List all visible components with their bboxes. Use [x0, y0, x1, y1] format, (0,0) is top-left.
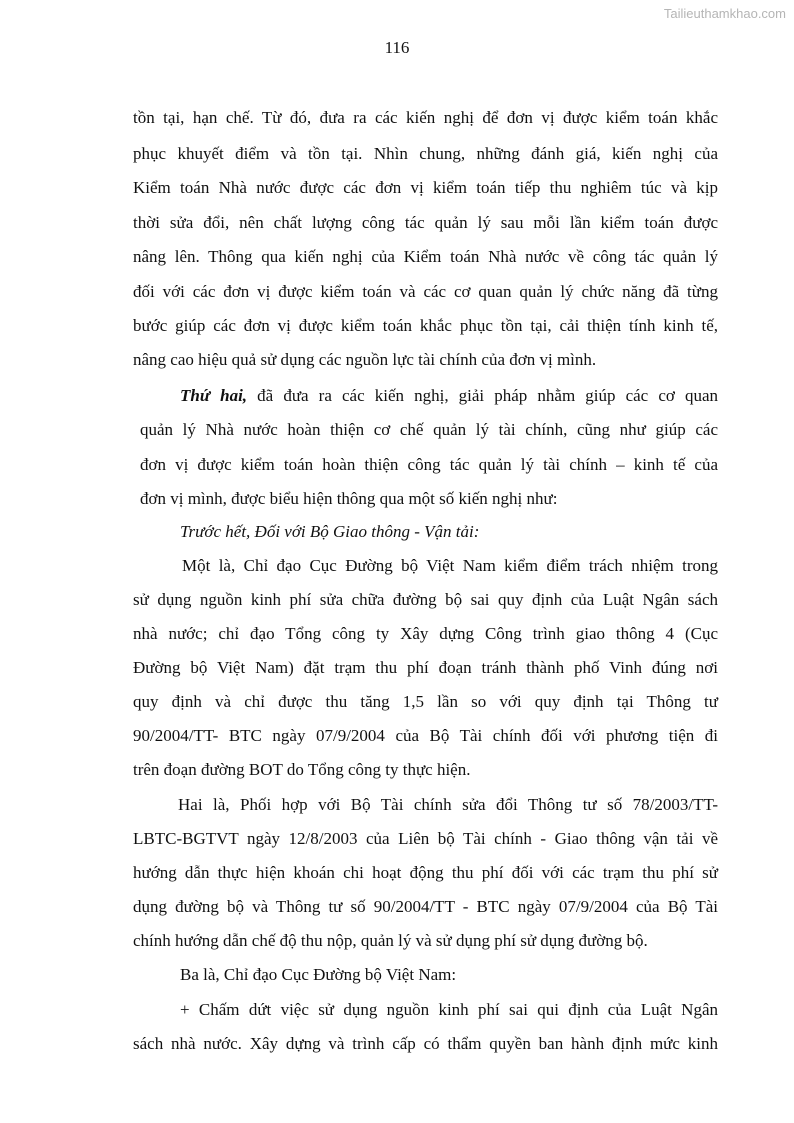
text-line: sách nhà nước. Xây dựng và trình cấp có thẩm quyền ban hành định mức kinh: [133, 1034, 718, 1053]
text-line: Hai là, Phối hợp với Bộ Tài chính sửa đổi Thông tư số 78/2003/TT-: [178, 795, 718, 814]
text-line: Kiểm toán Nhà nước được các đơn vị kiểm toán tiếp thu nghiêm túc và kịp: [133, 178, 718, 197]
text-line: tồn tại, hạn chế. Từ đó, đưa ra các kiến nghị để đơn vị được kiểm toán khắc: [133, 108, 718, 127]
thu-hai-text: đã đưa ra các kiến nghị, giải pháp nhằm giúp các cơ quan: [257, 386, 719, 405]
section-heading: Trước hết, Đối với Bộ Giao thông - Vận tải:: [180, 522, 480, 541]
text-line: Ba là, Chỉ đạo Cục Đường bộ Việt Nam:: [180, 965, 457, 984]
thu-hai-label: Thứ hai,: [180, 386, 248, 405]
text-line: thời sửa đổi, nên chất lượng công tác quản lý sau mỗi lần kiểm toán được: [133, 213, 718, 232]
page-number: 116: [384, 38, 410, 57]
text-line: phục khuyết điểm và tồn tại. Nhìn chung, những đánh giá, kiến nghị của: [133, 144, 718, 163]
text-line: Một là, Chỉ đạo Cục Đường bộ Việt Nam kiểm điểm trách nhiệm trong: [182, 556, 718, 575]
text-line: chính hướng dẫn chế độ thu nộp, quản lý và sử dụng phí sử dụng đường bộ.: [133, 931, 648, 950]
text-line: quy định và chỉ được thu tăng 1,5 lần so với quy định tại Thông tư: [133, 692, 718, 711]
text-line: nâng lên. Thông qua kiến nghị của Kiểm toán Nhà nước về công tác quản lý: [133, 247, 718, 266]
watermark: Tailieuthamkhao.com: [663, 6, 786, 21]
text-line: LBTC-BGTVT ngày 12/8/2003 của Liên bộ Tài chính - Giao thông vận tải về: [133, 829, 718, 848]
text-line: Đường bộ Việt Nam) đặt trạm thu phí đoạn tránh thành phố Vinh đúng nơi: [133, 658, 718, 677]
text-line: dụng đường bộ và Thông tư số 90/2004/TT - BTC ngày 07/9/2004 của Bộ Tài: [133, 897, 718, 916]
text-line: nâng cao hiệu quả sử dụng các nguồn lực tài chính của đơn vị mình.: [133, 350, 597, 369]
text-line: 90/2004/TT- BTC ngày 07/9/2004 của Bộ Tài chính đối với phương tiện đi: [133, 726, 718, 745]
text-line: nhà nước; chỉ đạo Tổng công ty Xây dựng Công trình giao thông 4 (Cục: [133, 624, 718, 643]
text-line: bước giúp các đơn vị được kiểm toán khắc phục tồn tại, cải thiện tính kinh tế,: [133, 316, 718, 335]
text-line: sử dụng nguồn kinh phí sửa chữa đường bộ sai quy định của Luật Ngân sách: [133, 590, 718, 609]
text-line: quản lý Nhà nước hoàn thiện cơ chế quản lý tài chính, cũng như giúp các: [140, 420, 718, 439]
text-line: hướng dẫn thực hiện khoán chi hoạt động thu phí đối với các trạm thu phí sử: [133, 863, 718, 882]
text-line: đơn vị mình, được biểu hiện thông qua một số kiến nghị như:: [140, 489, 558, 508]
text-line: đối với các đơn vị được kiểm toán và các cơ quan quản lý chức năng đã từng: [133, 282, 718, 301]
text-line: đơn vị được kiểm toán hoàn thiện công tác quản lý tài chính – kinh tế của: [140, 455, 718, 474]
text-line: trên đoạn đường BOT do Tổng công ty thực hiện.: [133, 760, 471, 779]
text-line: [180, 386, 718, 406]
text-line: + Chấm dứt việc sử dụng nguồn kinh phí sai qui định của Luật Ngân: [180, 1000, 718, 1019]
